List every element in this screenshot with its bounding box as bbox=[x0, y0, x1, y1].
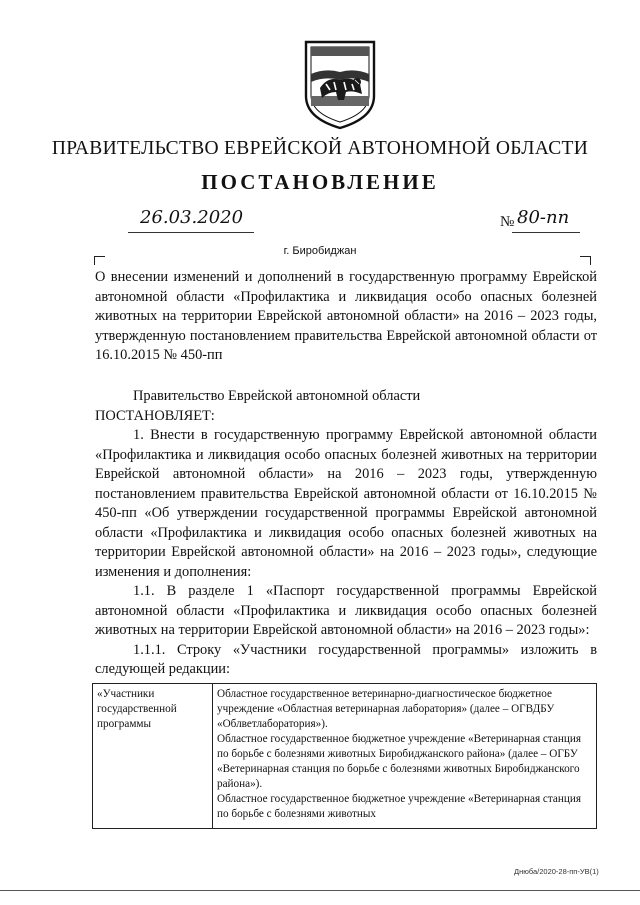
paragraph-1: 1. Внести в государственную программу Еврейской автономной области «Профилактика и ликвидация особо опасных болезней животных на территории Еврейской автономной области» на 2016 – 2023 годы, утвержденную постановлением правительства Еврейской автономной области от 16.10.2015 № 450-пп «Об утверждении государственной программы Еврейской автономной области «Профилактика и ликвидация особо опасных болезней животных на территории Еврейской автономной области» на 2016 – 2023 годы», следующие изменения и дополнения: bbox=[95, 427, 597, 580]
decree-body bbox=[95, 387, 597, 680]
decree-title: ПОСТАНОВЛЕНИЕ bbox=[201, 170, 439, 194]
city-label: г. Биробиджан bbox=[283, 245, 357, 257]
subject-corner-left bbox=[94, 256, 105, 265]
decree-date: 26.03.2020 bbox=[140, 207, 244, 228]
document-code: Днюба/2020-28-пп-УВ(1) bbox=[514, 867, 599, 876]
subject-corner-right bbox=[580, 256, 591, 265]
date-underline bbox=[128, 232, 254, 233]
participants-table bbox=[92, 683, 597, 829]
paragraph-1-1: 1.1. В разделе 1 «Паспорт государственной программы Еврейской автономной области «Профилактика и ликвидация особо опасных болезней животных на территории Еврейской автономной области» на 2016 – 2023 годы»: bbox=[95, 583, 597, 638]
table-cell-label: «Участники государственной программы bbox=[93, 684, 213, 829]
participant-item: Областное государственное бюджетное учреждение «Ветеринарная станция по борьбе с болезнями животных bbox=[217, 793, 581, 820]
coat-of-arms-emblem bbox=[300, 38, 380, 130]
participant-item: Областное государственное бюджетное учреждение «Ветеринарная станция по борьбе с болезнями животных Биробиджанского района» (далее – ОГБУ «Ветеринарная станция по борьбе с болезнями животных Биробиджанского района»). bbox=[217, 733, 581, 790]
decree-number: 80-пп bbox=[517, 207, 570, 228]
decree-subject bbox=[95, 268, 597, 366]
paragraph-1-1-1: 1.1.1. Строку «Участники государственной программы» изложить в следующей редакции: bbox=[95, 641, 597, 677]
number-underline bbox=[512, 232, 580, 233]
body-intro-resolves: ПОСТАНОВЛЯЕТ: bbox=[95, 407, 215, 424]
subject-text: О внесении изменений и дополнений в государственную программу Еврейской автономной области «Профилактика и ликвидация особо опасных болезней животных на территории Еврейской автономной области» на 2016 – 2023 годы, утвержденную постановлением правительства Еврейской автономной области от 16.10.2015 № 450-пп bbox=[95, 269, 597, 363]
number-label: № bbox=[500, 214, 515, 230]
page-bottom-edge bbox=[0, 890, 640, 891]
table-cell-content bbox=[213, 684, 597, 829]
body-intro-government: Правительство Еврейской автономной области bbox=[133, 388, 421, 404]
table-row bbox=[93, 684, 597, 829]
participant-item: Областное государственное ветеринарно-диагностическое бюджетное учреждение «Областная ветеринарная лаборатория» (далее – ОГВДБУ «Облветлаборатория»). bbox=[217, 688, 555, 730]
government-title: ПРАВИТЕЛЬСТВО ЕВРЕЙСКОЙ АВТОНОМНОЙ ОБЛАСТИ bbox=[51, 138, 589, 159]
